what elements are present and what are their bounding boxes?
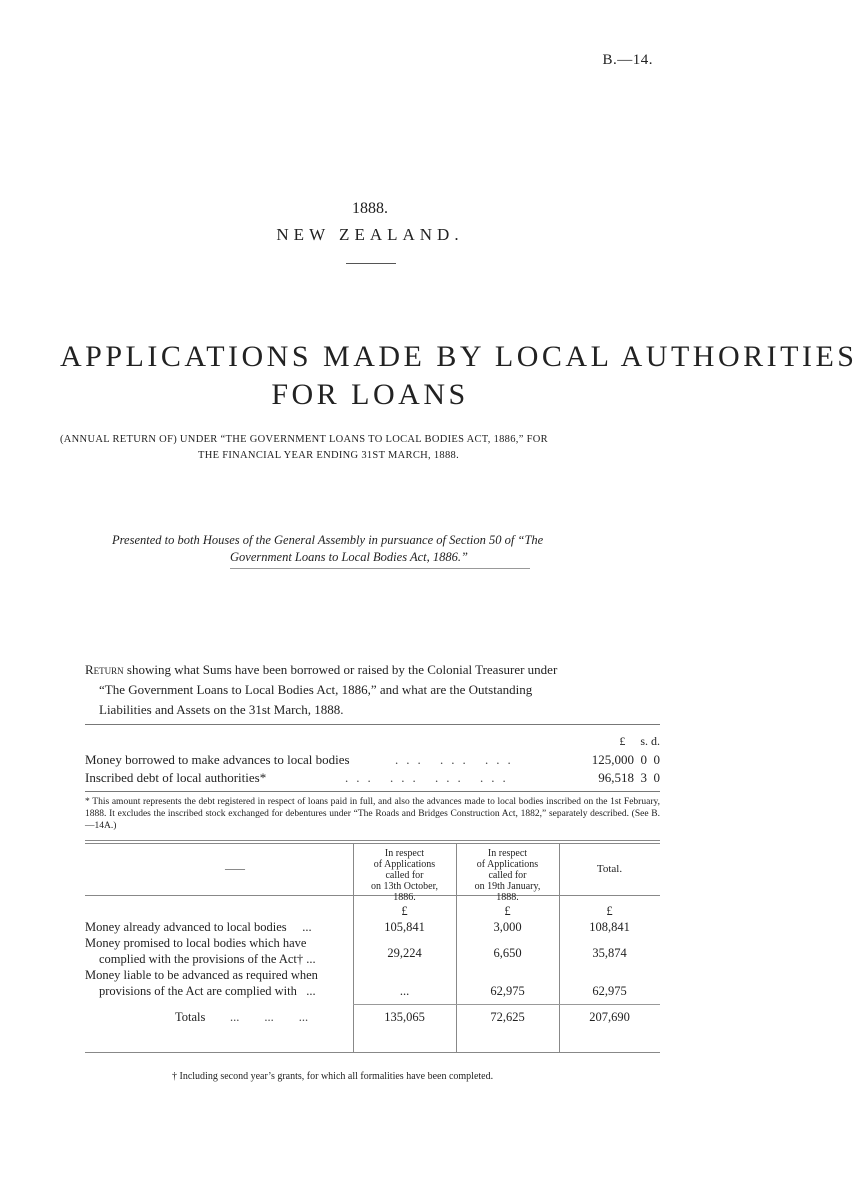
presented-statement [112,532,672,566]
document-reference: B.—14. [602,52,653,68]
currency-symbol: £ [606,904,613,918]
summary-amount: 125,000 0 0 [591,752,660,767]
summary-label: Inscribed debt of local authorities* [85,770,267,785]
header-line: In respect [384,848,425,859]
cell-total: 35,874 [592,946,627,960]
header-line: on 19th January, [474,881,541,892]
footnote-dagger: † Including second year’s grants, for which all formalities have been completed. [172,1071,494,1082]
header-line: called for [488,870,527,881]
table-corner-dash: —— [225,864,245,875]
document-subtitle [60,432,680,464]
return-line1: showing what Sums have been borrowed or raised by the Colonial Treasurer under [126,662,558,677]
cell-total: 62,975 [592,984,627,998]
table-rule [85,1052,660,1053]
subtitle-line2: THE FINANCIAL YEAR ENDING 31ST MARCH, 1888. [198,450,460,461]
currency-symbol: £ [504,904,511,918]
row-label: complied with the provisions of the Act† ... [99,952,316,966]
header-line: of Applications [476,859,539,870]
summary-label: Money borrowed to make advances to local bodies [85,752,350,767]
leader-dots: ... ... ... ... [345,770,514,785]
divider [230,568,530,569]
divider [85,791,660,792]
return-description [85,660,660,720]
summary-amount: 96,518 3 0 [598,770,660,785]
row-label: Money liable to be advanced as required when [85,968,318,982]
country-heading: NEW ZEALAND. [276,225,464,244]
table-rule [85,843,660,844]
applications-table [85,840,660,1062]
total-1886: 135,065 [384,1010,425,1024]
header-line: of Applications [373,859,436,870]
row-label: provisions of the Act are complied with ... [99,984,316,998]
header-line: called for [385,870,424,881]
header-line: 1888. [496,892,519,903]
cell-1886: 105,841 [384,920,425,934]
return-line2: “The Government Loans to Local Bodies Act, 1886,” and what are the Outstanding [99,682,533,697]
column-header-1888 [456,848,559,903]
subtitle-line1: (ANNUAL RETURN OF) UNDER “THE GOVERNMENT LOANS TO LOCAL BODIES ACT, 1886,” FOR [60,434,548,445]
summary-currency-header: £ s. d. [619,734,660,748]
cell-1888: 62,975 [490,984,525,998]
cell-1886: 29,224 [387,946,422,960]
total-1888: 72,625 [490,1010,525,1024]
year-heading: 1888. [352,200,388,217]
row-label: Money promised to local bodies which have [85,936,307,950]
column-header-total: Total. [596,863,623,875]
header-line: In respect [487,848,528,859]
return-line3: Liabilities and Assets on the 31st March, 1888. [99,702,344,717]
currency-symbol: £ [401,904,408,918]
divider [346,263,396,264]
footnote-asterisk: * This amount represents the debt registered in respect of loans paid in full, and also the advances made to local bodies inscribed on the 1st February, 1888. It excludes the inscribed stock exchanged for debentures under “The Roads and Bridges Construction Act, 1882,” separately described. (See B.—14A.) [85,797,660,831]
totals-label: Totals [175,1010,206,1024]
table-rule [85,840,660,841]
divider [85,724,660,725]
presented-line2: Government Loans to Local Bodies Act, 1886.” [230,550,468,564]
document-title-line1: APPLICATIONS MADE BY LOCAL AUTHORITIES [60,340,857,373]
totals-rule [353,1004,660,1005]
leader-dots: ... ... ... [395,752,519,767]
cell-total: 108,841 [589,920,630,934]
summary-row [85,770,660,788]
cell-1886: ... [399,984,410,998]
cell-1888: 3,000 [493,920,522,934]
document-title-line2: FOR LOANS [271,378,469,411]
leader-dots: ... ... ... [230,1010,309,1024]
row-label: Money already advanced to local bodies ... [85,920,312,934]
grand-total: 207,690 [589,1010,630,1024]
return-lead: Return [85,662,124,677]
header-line: on 13th October, [370,881,439,892]
column-header-1886 [353,848,456,903]
header-line: 1886. [393,892,416,903]
presented-line1: Presented to both Houses of the General Assembly in pursuance of Section 50 of “The [112,533,544,547]
cell-1888: 6,650 [493,946,522,960]
summary-row [85,752,660,770]
